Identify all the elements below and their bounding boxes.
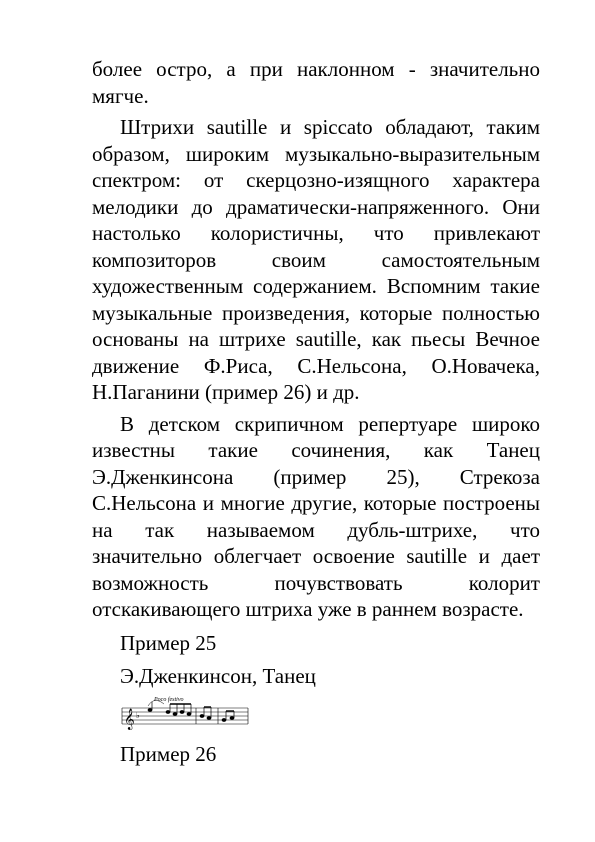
document-page — [92, 56, 540, 767]
paragraph-repertoire: В детском скрипичном репертуаре широко известны такие сочинения, как Танец Э.Дженкинсона (пример 25), Стрекоза С.Нельсона и многие другие, которые построены на так называемом дубль-штрихе, что значительно облегчает освоение sautille и дает возможность почувствовать колорит отскакивающего штриха уже в раннем возрасте. — [92, 411, 540, 621]
paragraph-strokes: Штрихи sautille и spiccato обладают, таким образом, широким музыкально-выразительным спектром: от скерцозно-изящного характера мелодики до драматически-напряженного. Они настолько колористичны, что привлекают композиторов своим самостоятельным художественным содержанием. Вспомним такие музыкальные произведения, которые полностью основаны на штрихе sautille, как пьесы Вечное движение Ф.Риса, С.Нельсона, О.Новачека, Н.Паганини (пример 26) и др. — [92, 115, 540, 404]
example-26-label: Пример 26 — [120, 741, 217, 766]
tempo-marking: Poco festivo — [154, 696, 184, 703]
example-25-caption: Э.Дженкинсон, Танец — [120, 664, 316, 688]
treble-clef-icon: 𝄞 — [124, 708, 135, 730]
flat-sign-icon: ♭ — [136, 710, 140, 720]
music-score-example-25 — [120, 694, 250, 734]
example-25-label: Пример 25 — [120, 630, 217, 655]
paragraph-continuation: более остро, а при наклонном - значительно мягче. — [92, 57, 540, 108]
